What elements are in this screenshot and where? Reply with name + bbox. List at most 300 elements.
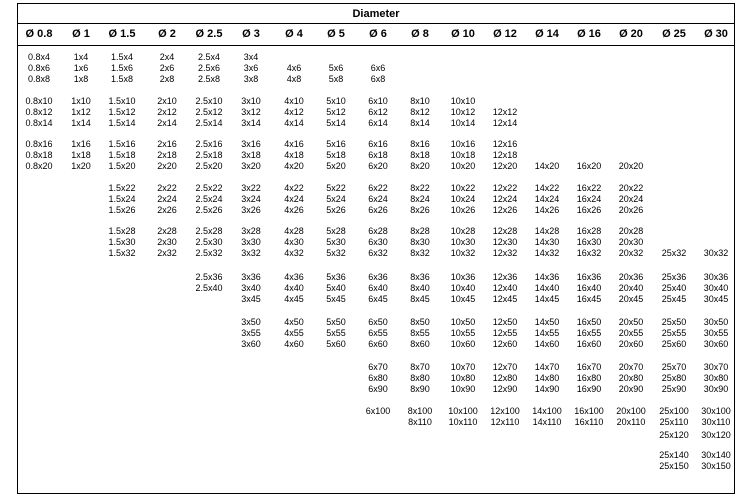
size-cell: 8x10: [410, 96, 430, 106]
size-cell: 30x40: [703, 283, 729, 293]
size-cell: 8x12: [410, 107, 430, 117]
size-cell: 16x40: [576, 283, 602, 293]
size-cell: 25x110: [659, 417, 689, 427]
size-cell: 5x16: [326, 139, 346, 149]
size-cell: 25x36: [661, 272, 687, 282]
size-cell: 10x40: [450, 283, 476, 293]
size-cell: 30x45: [703, 294, 729, 304]
size-cell: 16x70: [576, 362, 602, 372]
size-cell: 4x20: [284, 161, 304, 171]
size-cell: 1x10: [71, 96, 91, 106]
size-cell: 2.5x16: [195, 139, 223, 149]
size-cell: 20x90: [618, 384, 644, 394]
size-cell: 1.5x20: [108, 161, 136, 171]
size-cell: 2x24: [157, 194, 177, 204]
size-cell: 1.5x12: [108, 107, 136, 117]
size-cell: 14x70: [534, 362, 560, 372]
size-cell: 5x20: [326, 161, 346, 171]
size-cell: 20x24: [618, 194, 644, 204]
divider: [18, 23, 734, 24]
size-cell: 6x32: [368, 248, 388, 258]
size-cell: 12x30: [492, 237, 518, 247]
size-cell: 5x50: [326, 317, 346, 327]
size-cell: 16x20: [576, 161, 602, 171]
size-cell: 25x150: [659, 461, 689, 471]
size-cell: 4x14: [284, 118, 304, 128]
size-cell: 5x6: [328, 63, 344, 73]
size-cell: 12x32: [492, 248, 518, 258]
size-cell: 8x18: [410, 150, 430, 160]
size-cell: 2.5x36: [195, 272, 223, 282]
size-cell: 6x40: [368, 283, 388, 293]
size-cell: 3x60: [241, 339, 261, 349]
size-cell: 3x26: [241, 205, 261, 215]
size-cell: 0.8x14: [25, 118, 53, 128]
size-cell: 14x36: [534, 272, 560, 282]
size-cell: 4x22: [284, 183, 304, 193]
size-cell: 16x28: [576, 226, 602, 236]
size-cell: 0.8x20: [25, 161, 53, 171]
size-cell: 25x120: [659, 430, 689, 440]
size-cell: 0.8x6: [27, 63, 51, 73]
size-cell: 30x50: [703, 317, 729, 327]
size-cell: 2x6: [159, 63, 175, 73]
size-cell: 8x55: [410, 328, 430, 338]
size-cell: 2.5x12: [195, 107, 223, 117]
size-cell: 1x8: [73, 74, 89, 84]
size-cell: 2.5x40: [195, 283, 223, 293]
size-cell: 1.5x14: [108, 118, 136, 128]
size-cell: 12x26: [492, 205, 518, 215]
size-cell: 1x16: [71, 139, 91, 149]
size-cell: 10x20: [450, 161, 476, 171]
size-cell: 30x36: [703, 272, 729, 282]
size-cell: 14x28: [534, 226, 560, 236]
size-cell: 8x40: [410, 283, 430, 293]
size-cell: 25x45: [661, 294, 687, 304]
size-cell: 14x100: [532, 406, 562, 416]
size-cell: 5x36: [326, 272, 346, 282]
column-header: Ø 30: [704, 28, 728, 40]
size-cell: 1.5x24: [108, 194, 136, 204]
size-cell: 10x26: [450, 205, 476, 215]
size-cell: 30x60: [703, 339, 729, 349]
size-cell: 10x28: [450, 226, 476, 236]
size-cell: 30x32: [703, 248, 729, 258]
column-header: Ø 2: [158, 28, 176, 40]
size-cell: 10x16: [450, 139, 476, 149]
size-cell: 6x6: [370, 63, 386, 73]
size-cell: 5x24: [326, 194, 346, 204]
size-cell: 2.5x4: [197, 52, 221, 62]
size-cell: 20x45: [618, 294, 644, 304]
size-cell: 3x24: [241, 194, 261, 204]
size-cell: 8x30: [410, 237, 430, 247]
size-cell: 1x18: [71, 150, 91, 160]
size-cell: 3x55: [241, 328, 261, 338]
size-cell: 20x100: [616, 406, 646, 416]
table-title: Diameter: [352, 8, 400, 20]
size-cell: 12x55: [492, 328, 518, 338]
size-cell: 4x16: [284, 139, 304, 149]
divider: [18, 45, 734, 46]
size-cell: 12x22: [492, 183, 518, 193]
size-cell: 25x80: [661, 373, 687, 383]
size-cell: 1.5x28: [108, 226, 136, 236]
size-cell: 3x12: [241, 107, 261, 117]
size-cell: 12x90: [492, 384, 518, 394]
column-header: Ø 5: [327, 28, 345, 40]
column-header: Ø 8: [411, 28, 429, 40]
size-cell: 6x90: [368, 384, 388, 394]
size-cell: 2x26: [157, 205, 177, 215]
size-cell: 3x30: [241, 237, 261, 247]
size-cell: 14x80: [534, 373, 560, 383]
size-cell: 10x24: [450, 194, 476, 204]
size-cell: 0.8x12: [25, 107, 53, 117]
size-cell: 5x10: [326, 96, 346, 106]
size-cell: 20x40: [618, 283, 644, 293]
size-cell: 20x110: [616, 417, 646, 427]
size-cell: 14x60: [534, 339, 560, 349]
size-cell: 30x70: [703, 362, 729, 372]
size-cell: 25x100: [659, 406, 689, 416]
size-cell: 4x36: [284, 272, 304, 282]
size-cell: 16x80: [576, 373, 602, 383]
column-header: Ø 6: [369, 28, 387, 40]
size-cell: 20x60: [618, 339, 644, 349]
size-cell: 2x12: [157, 107, 177, 117]
size-cell: 20x80: [618, 373, 644, 383]
size-cell: 12x18: [492, 150, 518, 160]
size-cell: 10x80: [450, 373, 476, 383]
size-cell: 6x60: [368, 339, 388, 349]
size-cell: 6x18: [368, 150, 388, 160]
size-cell: 20x36: [618, 272, 644, 282]
size-cell: 2.5x26: [195, 205, 223, 215]
size-cell: 14x22: [534, 183, 560, 193]
size-cell: 6x100: [365, 406, 391, 416]
size-cell: 6x12: [368, 107, 388, 117]
size-cell: 8x16: [410, 139, 430, 149]
size-cell: 4x10: [284, 96, 304, 106]
size-cell: 5x22: [326, 183, 346, 193]
size-cell: 16x24: [576, 194, 602, 204]
size-cell: 10x30: [450, 237, 476, 247]
size-cell: 2.5x6: [197, 63, 221, 73]
size-cell: 12x100: [490, 406, 520, 416]
column-header: Ø 20: [619, 28, 643, 40]
size-cell: 10x12: [450, 107, 476, 117]
size-cell: 10x60: [450, 339, 476, 349]
size-cell: 20x20: [618, 161, 644, 171]
size-cell: 10x90: [450, 384, 476, 394]
size-cell: 10x14: [450, 118, 476, 128]
size-cell: 0.8x10: [25, 96, 53, 106]
size-cell: 25x32: [661, 248, 687, 258]
size-cell: 2x30: [157, 237, 177, 247]
size-cell: 14x90: [534, 384, 560, 394]
size-cell: 30x100: [701, 406, 731, 416]
column-header: Ø 1.5: [108, 28, 136, 40]
size-cell: 4x6: [286, 63, 302, 73]
size-cell: 10x18: [450, 150, 476, 160]
size-cell: 20x55: [618, 328, 644, 338]
size-cell: 2x32: [157, 248, 177, 258]
size-cell: 16x60: [576, 339, 602, 349]
size-cell: 6x80: [368, 373, 388, 383]
size-cell: 16x22: [576, 183, 602, 193]
size-cell: 25x40: [661, 283, 687, 293]
column-header: Ø 1: [72, 28, 90, 40]
size-cell: 20x28: [618, 226, 644, 236]
size-cell: 3x14: [241, 118, 261, 128]
size-cell: 4x60: [284, 339, 304, 349]
size-cell: 12x80: [492, 373, 518, 383]
size-cell: 16x110: [574, 417, 604, 427]
size-cell: 3x32: [241, 248, 261, 258]
size-cell: 4x55: [284, 328, 304, 338]
size-cell: 30x120: [701, 430, 731, 440]
size-cell: 1.5x30: [108, 237, 136, 247]
size-cell: 0.8x18: [25, 150, 53, 160]
size-cell: 25x90: [661, 384, 687, 394]
size-cell: 6x26: [368, 205, 388, 215]
size-cell: 3x8: [243, 74, 259, 84]
size-cell: 3x4: [243, 52, 259, 62]
size-cell: 1x12: [71, 107, 91, 117]
size-cell: 16x36: [576, 272, 602, 282]
size-cell: 1.5x10: [108, 96, 136, 106]
size-cell: 8x14: [410, 118, 430, 128]
size-cell: 10x70: [450, 362, 476, 372]
size-cell: 4x18: [284, 150, 304, 160]
size-cell: 5x40: [326, 283, 346, 293]
size-cell: 1x14: [71, 118, 91, 128]
size-cell: 6x10: [368, 96, 388, 106]
size-cell: 12x14: [492, 118, 518, 128]
size-cell: 10x10: [450, 96, 476, 106]
size-cell: 8x70: [410, 362, 430, 372]
size-cell: 2.5x18: [195, 150, 223, 160]
size-cell: 12x20: [492, 161, 518, 171]
size-cell: 30x55: [703, 328, 729, 338]
size-cell: 5x55: [326, 328, 346, 338]
size-cell: 8x45: [410, 294, 430, 304]
size-cell: 8x80: [410, 373, 430, 383]
size-cell: 8x28: [410, 226, 430, 236]
size-cell: 25x70: [661, 362, 687, 372]
size-cell: 4x50: [284, 317, 304, 327]
size-cell: 2x10: [157, 96, 177, 106]
size-cell: 30x140: [701, 450, 731, 460]
size-cell: 1.5x22: [108, 183, 136, 193]
size-cell: 14x24: [534, 194, 560, 204]
size-cell: 12x28: [492, 226, 518, 236]
size-cell: 3x18: [241, 150, 261, 160]
size-cell: 0.8x8: [27, 74, 51, 84]
size-cell: 4x45: [284, 294, 304, 304]
size-cell: 16x32: [576, 248, 602, 258]
column-header: Ø 4: [285, 28, 303, 40]
size-cell: 4x40: [284, 283, 304, 293]
size-cell: 2x28: [157, 226, 177, 236]
size-cell: 4x12: [284, 107, 304, 117]
size-cell: 16x30: [576, 237, 602, 247]
size-cell: 3x45: [241, 294, 261, 304]
size-cell: 14x30: [534, 237, 560, 247]
size-cell: 8x60: [410, 339, 430, 349]
size-cell: 2x4: [159, 52, 175, 62]
size-cell: 5x30: [326, 237, 346, 247]
size-cell: 2x20: [157, 161, 177, 171]
size-cell: 14x32: [534, 248, 560, 258]
size-cell: 20x22: [618, 183, 644, 193]
size-cell: 10x50: [450, 317, 476, 327]
size-cell: 12x24: [492, 194, 518, 204]
size-cell: 2.5x22: [195, 183, 223, 193]
column-header: Ø 25: [662, 28, 686, 40]
size-cell: 8x26: [410, 205, 430, 215]
column-header: Ø 0.8: [25, 28, 53, 40]
size-cell: 5x32: [326, 248, 346, 258]
size-cell: 3x50: [241, 317, 261, 327]
size-cell: 5x28: [326, 226, 346, 236]
size-cell: 6x24: [368, 194, 388, 204]
size-cell: 16x45: [576, 294, 602, 304]
size-cell: 25x60: [661, 339, 687, 349]
size-cell: 3x22: [241, 183, 261, 193]
size-cell: 2x8: [159, 74, 175, 84]
size-cell: 12x110: [490, 417, 520, 427]
size-cell: 3x20: [241, 161, 261, 171]
size-cell: 16x50: [576, 317, 602, 327]
size-cell: 2.5x8: [197, 74, 221, 84]
size-cell: 12x40: [492, 283, 518, 293]
size-cell: 14x20: [534, 161, 560, 171]
size-cell: 2.5x14: [195, 118, 223, 128]
size-cell: 5x18: [326, 150, 346, 160]
size-cell: 6x50: [368, 317, 388, 327]
size-cell: 1.5x8: [110, 74, 134, 84]
size-cell: 0.8x16: [25, 139, 53, 149]
size-cell: 0.8x4: [27, 52, 51, 62]
column-header: Ø 16: [577, 28, 601, 40]
size-cell: 8x32: [410, 248, 430, 258]
size-cell: 10x100: [448, 406, 478, 416]
size-cell: 12x45: [492, 294, 518, 304]
size-cell: 2x22: [157, 183, 177, 193]
size-cell: 2.5x20: [195, 161, 223, 171]
size-cell: 4x26: [284, 205, 304, 215]
size-cell: 2.5x30: [195, 237, 223, 247]
size-cell: 25x55: [661, 328, 687, 338]
size-cell: 3x28: [241, 226, 261, 236]
size-cell: 3x40: [241, 283, 261, 293]
size-cell: 16x100: [574, 406, 604, 416]
column-header: Ø 2.5: [195, 28, 223, 40]
size-cell: 6x55: [368, 328, 388, 338]
size-cell: 5x45: [326, 294, 346, 304]
size-cell: 25x140: [659, 450, 689, 460]
size-cell: 10x45: [450, 294, 476, 304]
column-header: Ø 3: [242, 28, 260, 40]
size-cell: 1.5x6: [110, 63, 134, 73]
size-cell: 6x45: [368, 294, 388, 304]
size-cell: 14x40: [534, 283, 560, 293]
size-cell: 25x50: [661, 317, 687, 327]
size-cell: 10x110: [448, 417, 478, 427]
size-cell: 5x14: [326, 118, 346, 128]
size-cell: 8x24: [410, 194, 430, 204]
size-cell: 14x55: [534, 328, 560, 338]
size-cell: 1.5x4: [110, 52, 134, 62]
size-cell: 12x36: [492, 272, 518, 282]
size-cell: 2.5x28: [195, 226, 223, 236]
size-cell: 16x26: [576, 205, 602, 215]
size-cell: 20x70: [618, 362, 644, 372]
size-cell: 14x110: [532, 417, 562, 427]
size-cell: 2.5x32: [195, 248, 223, 258]
size-cell: 12x12: [492, 107, 518, 117]
size-cell: 4x30: [284, 237, 304, 247]
size-cell: 3x16: [241, 139, 261, 149]
size-cell: 1x6: [73, 63, 89, 73]
size-cell: 3x36: [241, 272, 261, 282]
size-cell: 6x20: [368, 161, 388, 171]
size-cell: 8x50: [410, 317, 430, 327]
size-cell: 12x50: [492, 317, 518, 327]
size-cell: 1.5x26: [108, 205, 136, 215]
size-cell: 2x18: [157, 150, 177, 160]
size-cell: 4x8: [286, 74, 302, 84]
column-header: Ø 10: [451, 28, 475, 40]
size-cell: 6x14: [368, 118, 388, 128]
size-cell: 4x28: [284, 226, 304, 236]
size-cell: 14x26: [534, 205, 560, 215]
size-cell: 2.5x10: [195, 96, 223, 106]
size-cell: 6x30: [368, 237, 388, 247]
size-cell: 20x30: [618, 237, 644, 247]
size-cell: 1x4: [73, 52, 89, 62]
size-cell: 14x45: [534, 294, 560, 304]
size-cell: 30x90: [703, 384, 729, 394]
size-cell: 12x60: [492, 339, 518, 349]
diameter-table: [17, 3, 735, 494]
size-cell: 10x22: [450, 183, 476, 193]
size-cell: 1.5x18: [108, 150, 136, 160]
size-cell: 8x110: [408, 417, 432, 427]
size-cell: 4x32: [284, 248, 304, 258]
size-cell: 2.5x24: [195, 194, 223, 204]
size-cell: 20x50: [618, 317, 644, 327]
size-cell: 12x16: [492, 139, 518, 149]
column-header: Ø 14: [535, 28, 559, 40]
size-cell: 30x80: [703, 373, 729, 383]
size-cell: 1x20: [71, 161, 91, 171]
size-cell: 4x24: [284, 194, 304, 204]
size-cell: 5x60: [326, 339, 346, 349]
size-cell: 1.5x16: [108, 139, 136, 149]
column-header: Ø 12: [493, 28, 517, 40]
size-cell: 10x36: [450, 272, 476, 282]
size-cell: 1.5x32: [108, 248, 136, 258]
size-cell: 3x6: [243, 63, 259, 73]
size-cell: 20x32: [618, 248, 644, 258]
size-cell: 3x10: [241, 96, 261, 106]
size-cell: 8x90: [410, 384, 430, 394]
size-cell: 6x8: [370, 74, 386, 84]
